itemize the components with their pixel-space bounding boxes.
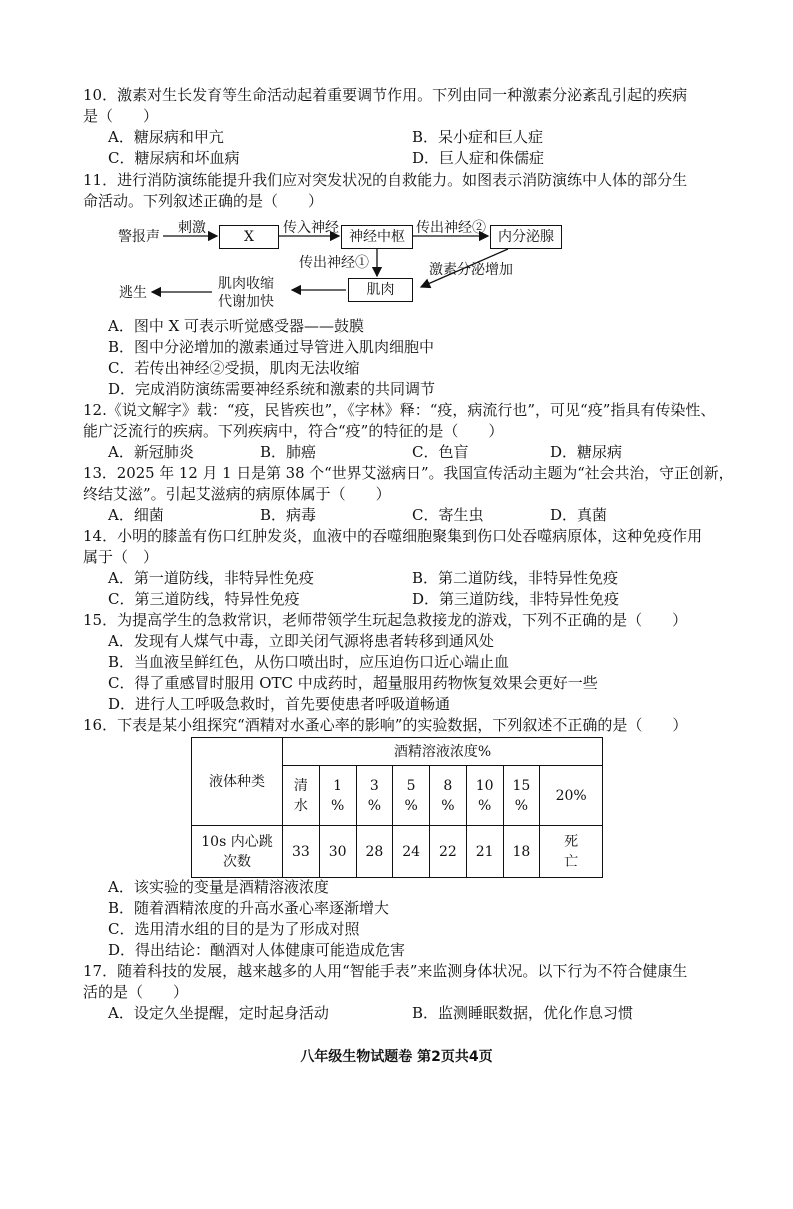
metabolism-label: 代谢加快 — [218, 294, 274, 310]
cell-line: 8 — [443, 777, 453, 794]
table-group-header: 酒精溶液浓度% — [283, 738, 603, 766]
cell-line: 次数 — [223, 853, 251, 870]
q11-option-d: D．完成消防演练需要神经系统和激素的共同调节 — [108, 380, 436, 398]
cell-line: 10 — [475, 777, 494, 794]
q16-option-b: B．随着酒精浓度的升高水蚤心率逐渐增大 — [108, 899, 390, 917]
q12-option-b: B．肺癌 — [260, 443, 317, 461]
q12-option-a: A．新冠肺炎 — [108, 443, 194, 461]
table-cell-value: 33 — [283, 826, 320, 878]
table-col-1pct — [319, 766, 356, 826]
afferent-nerve-label: 传入神经 — [283, 220, 339, 236]
muscle-contract-label: 肌肉收缩 — [218, 276, 274, 292]
q11-stem-line2: 命活动。下列叙述正确的是（ ） — [83, 192, 324, 210]
q14-option-c: C．第三道防线，特异性免疫 — [108, 590, 300, 608]
q11-option-b: B．图中分泌增加的激素通过导管进入肌肉细胞中 — [108, 338, 435, 356]
q16-option-c: C．选用清水组的目的是为了形成对照 — [108, 920, 360, 938]
experiment-table — [191, 737, 603, 878]
table-col-3pct — [356, 766, 393, 826]
cell-line: 清 — [293, 777, 308, 794]
q12-option-d: D．糖尿病 — [550, 443, 623, 461]
q16-option-d: D．得出结论：酗酒对人体健康可能造成危害 — [108, 941, 406, 959]
q13-stem-line1: 13．2025 年 12 月 1 日是第 38 个“世界艾滋病日”。我国宣传活动主题为“社会共治，守正创新， — [83, 464, 734, 482]
diagram-arrows — [0, 0, 793, 320]
q13-option-d: D．真菌 — [550, 506, 608, 524]
cell-line: 死 — [564, 833, 579, 850]
q17-stem-line2: 活的是（ ） — [83, 983, 189, 1001]
table-cell-dead — [540, 826, 603, 878]
hormone-increase-label: 激素分泌增加 — [429, 262, 513, 278]
table-col-20pct — [540, 766, 603, 826]
muscle-box: 肌肉 — [348, 278, 413, 302]
q14-option-b: B．第二道防线，非特异性免疫 — [412, 569, 619, 587]
cell-line: % — [367, 797, 382, 814]
table-cell-value: 21 — [466, 826, 503, 878]
q14-option-d: D．第三道防线，非特异性免疫 — [412, 590, 620, 608]
cell-line: 15 — [512, 777, 531, 794]
table-row-header: 液体种类 — [192, 738, 283, 826]
q16-stem-line1: 16．下表是某小组探究“酒精对水蚤心率的影响”的实验数据，下列叙述不正确的是（ ） — [83, 716, 688, 734]
cell-line: 1 — [333, 777, 343, 794]
table-col-15pct — [503, 766, 540, 826]
cell-line: 水 — [293, 797, 308, 814]
cell-line: 亡 — [564, 853, 579, 870]
cell-line: % — [441, 797, 455, 814]
cell-line: 20% — [555, 787, 587, 804]
table-cell-value: 28 — [356, 826, 393, 878]
q11-option-c: C．若传出神经②受损，肌肉无法收缩 — [108, 359, 360, 377]
q10-option-d: D．巨人症和侏儒症 — [412, 149, 545, 167]
stimulus-label: 刺激 — [178, 220, 206, 236]
q17-option-b: B．监测睡眠数据，优化作息习惯 — [412, 1004, 634, 1022]
q15-stem-line1: 15．为提高学生的急救常识，老师带领学生玩起急救接龙的游戏，下列不正确的是（ ） — [83, 611, 688, 629]
q12-option-c: C．色盲 — [412, 443, 469, 461]
q10-option-c: C．糖尿病和坏血病 — [108, 149, 240, 167]
q17-stem-line1: 17．随着科技的发展，越来越多的人用“智能手表”来监测身体状况。以下行为不符合健康生 — [83, 962, 688, 980]
cell-line: 5 — [406, 777, 416, 794]
q15-option-c: C．得了重感冒时服用 OTC 中成药时，超量服用药物恢复效果会更好一些 — [108, 674, 598, 692]
q16-option-a: A．该实验的变量是酒精溶液浓度 — [108, 878, 329, 896]
cell-line: 10s 内心跳 — [201, 833, 273, 850]
efferent-nerve-2-label: 传出神经② — [416, 220, 486, 236]
nerve-center-box: 神经中枢 — [341, 225, 413, 249]
table-col-10pct — [466, 766, 503, 826]
q15-option-d: D．进行人工呼吸急救时，首先要使患者呼吸道畅通 — [108, 695, 451, 713]
q17-option-a: A．设定久坐提醒，定时起身活动 — [108, 1004, 329, 1022]
page-footer: 八年级生物试题卷 第2页共4页 — [300, 1049, 493, 1065]
table-col-5pct — [393, 766, 430, 826]
cell-line: % — [514, 797, 529, 814]
cell-line: 3 — [369, 777, 379, 794]
q10-option-b: B．呆小症和巨人症 — [412, 128, 544, 146]
table-row2-header — [192, 826, 283, 878]
alarm-label: 警报声 — [118, 229, 160, 245]
efferent-nerve-1-label: 传出神经① — [299, 255, 369, 271]
cell-line: % — [404, 797, 418, 814]
q13-option-b: B．病毒 — [260, 506, 317, 524]
q11-option-a: A．图中 X 可表示听觉感受器——鼓膜 — [108, 317, 365, 335]
q10-stem-line1: 10．激素对生长发育等生命活动起着重要调节作用。下列由同一种激素分泌紊乱引起的疾病 — [83, 86, 688, 104]
q10-option-a: A．糖尿病和甲亢 — [108, 128, 224, 146]
q12-stem-line1: 12.《说文解字》载：“疫，民皆疾也”，《字林》释：“疫，病流行也”，可见“疫”指具有传染性、 — [83, 401, 716, 419]
q13-stem-line2: 终结艾滋”。引起艾滋病的病原体属于（ ） — [83, 485, 391, 503]
table-cell-value: 30 — [319, 826, 356, 878]
cell-line: % — [477, 797, 492, 814]
table-cell-value: 22 — [430, 826, 467, 878]
q12-stem-line2: 能广泛流行的疾病。下列疾病中，符合“疫”的特征的是（ ） — [83, 422, 504, 440]
q13-option-a: A．细菌 — [108, 506, 164, 524]
q10-stem-line2: 是（ ） — [83, 107, 159, 125]
cell-line: % — [330, 797, 345, 814]
q14-stem-line1: 14．小明的膝盖有伤口红肿发炎，血液中的吞噬细胞聚集到伤口处吞噬病原体，这种免疫作用 — [83, 527, 703, 545]
receptor-x-box: X — [219, 225, 279, 249]
table-cell-value: 18 — [503, 826, 540, 878]
q13-option-c: C．寄生虫 — [412, 506, 484, 524]
q14-stem-line2: 属于（ ） — [83, 548, 159, 566]
q15-option-a: A．发现有人煤气中毒，立即关闭气源将患者转移到通风处 — [108, 632, 494, 650]
q14-option-a: A．第一道防线，非特异性免疫 — [108, 569, 314, 587]
table-col-water — [283, 766, 320, 826]
q15-option-b: B．当血液呈鲜红色，从伤口喷出时，应压迫伤口近心端止血 — [108, 653, 510, 671]
escape-label: 逃生 — [119, 285, 147, 301]
q11-stem-line1: 11．进行消防演练能提升我们应对突发状况的自救能力。如图表示消防演练中人体的部分生 — [83, 171, 688, 189]
table-col-8pct — [430, 766, 467, 826]
table-cell-value: 24 — [393, 826, 430, 878]
endocrine-gland-box: 内分泌腺 — [490, 225, 562, 249]
